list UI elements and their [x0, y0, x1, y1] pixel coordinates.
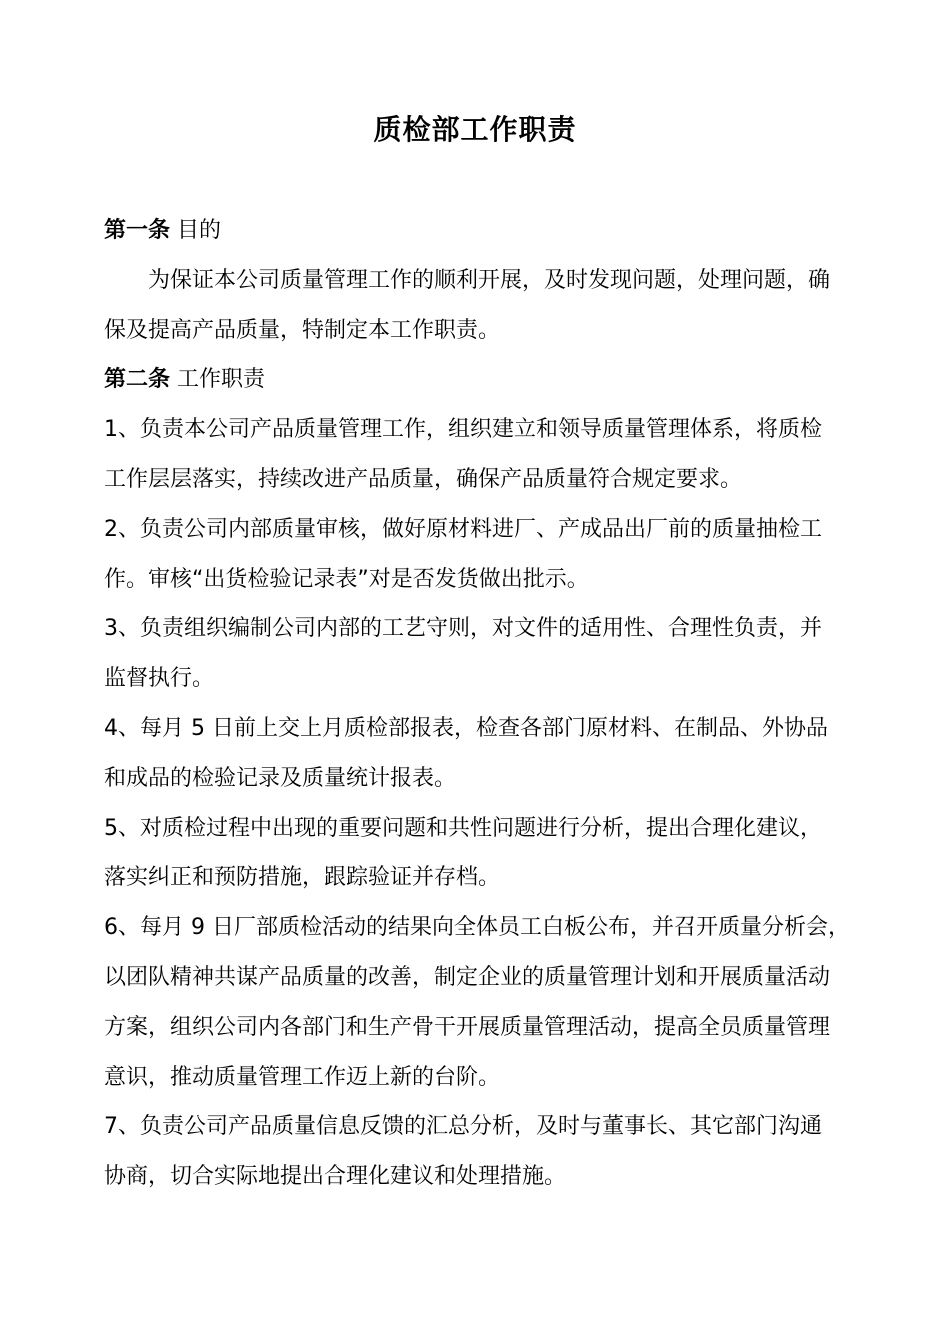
article-2-label: 第二条 [104, 367, 171, 393]
duty-item-6 [104, 903, 850, 1102]
article-1-label: 第一条 [104, 218, 171, 243]
article-1-heading-text: 目的 [170, 218, 222, 243]
duty-item-3 [104, 604, 844, 704]
duty-item-line: 5、对质检过程中出现的重要问题和共性问题进行分析，提出合理化建议， [104, 815, 822, 841]
duty-item-5 [104, 804, 844, 904]
duty-item-line: 6、每月 9 日厂部质检活动的结果向全体员工白板公布，并召开质量分析会， [104, 915, 850, 941]
article-2-heading-text: 工作职责 [170, 367, 266, 393]
duty-item-line: 3、负责组织编制公司内部的工艺守则，对文件的适用性、合理性负责，并 [104, 616, 822, 642]
page-title: 质检部工作职责 [373, 113, 577, 146]
duty-item-line: 工作层层落实，持续改进产品质量，确保产品质量符合规定要求。 [104, 466, 743, 492]
document-body [104, 206, 850, 1202]
duty-item-line: 和成品的检验记录及质量统计报表。 [104, 765, 457, 791]
article-2-heading [104, 355, 844, 405]
duty-item-line: 方案，组织公司内各部门和生产骨干开展质量管理活动，提高全员质量管理 [104, 1014, 831, 1040]
duty-item-2 [104, 505, 844, 605]
duty-item-7 [104, 1102, 844, 1202]
article-1-heading [104, 206, 844, 256]
duty-item-line: 意识，推动质量管理工作迈上新的台阶。 [104, 1064, 501, 1090]
duty-item-line: 落实纠正和预防措施，跟踪验证并存档。 [104, 865, 501, 891]
article-1-paragraph-line: 保及提高产品质量，特制定本工作职责。 [104, 317, 501, 343]
duty-item-line: 以团队精神共谋产品质量的改善，制定企业的质量管理计划和开展质量活动 [104, 964, 831, 990]
duty-item-line: 7、负责公司产品质量信息反馈的汇总分析，及时与董事长、其它部门沟通 [104, 1114, 822, 1140]
duty-item-line: 2、负责公司内部质量审核，做好原材料进厂、产成品出厂前的质量抽检工 [104, 516, 822, 542]
duty-item-4 [104, 704, 844, 804]
duty-item-1 [104, 405, 844, 505]
duty-item-line: 1、负责本公司产品质量管理工作，组织建立和领导质量管理体系，将质检 [104, 417, 822, 443]
duty-item-line: 作。审核“出货检验记录表”对是否发货做出批示。 [104, 566, 589, 592]
article-1-paragraph-line: 为保证本公司质量管理工作的顺利开展，及时发现问题，处理问题，确 [148, 267, 831, 293]
duty-item-line: 4、每月 5 日前上交上月质检部报表，检查各部门原材料、在制品、外协品 [104, 715, 828, 741]
duty-item-line: 监督执行。 [104, 666, 215, 692]
duty-item-line: 协商，切合实际地提出合理化建议和处理措施。 [104, 1164, 567, 1190]
